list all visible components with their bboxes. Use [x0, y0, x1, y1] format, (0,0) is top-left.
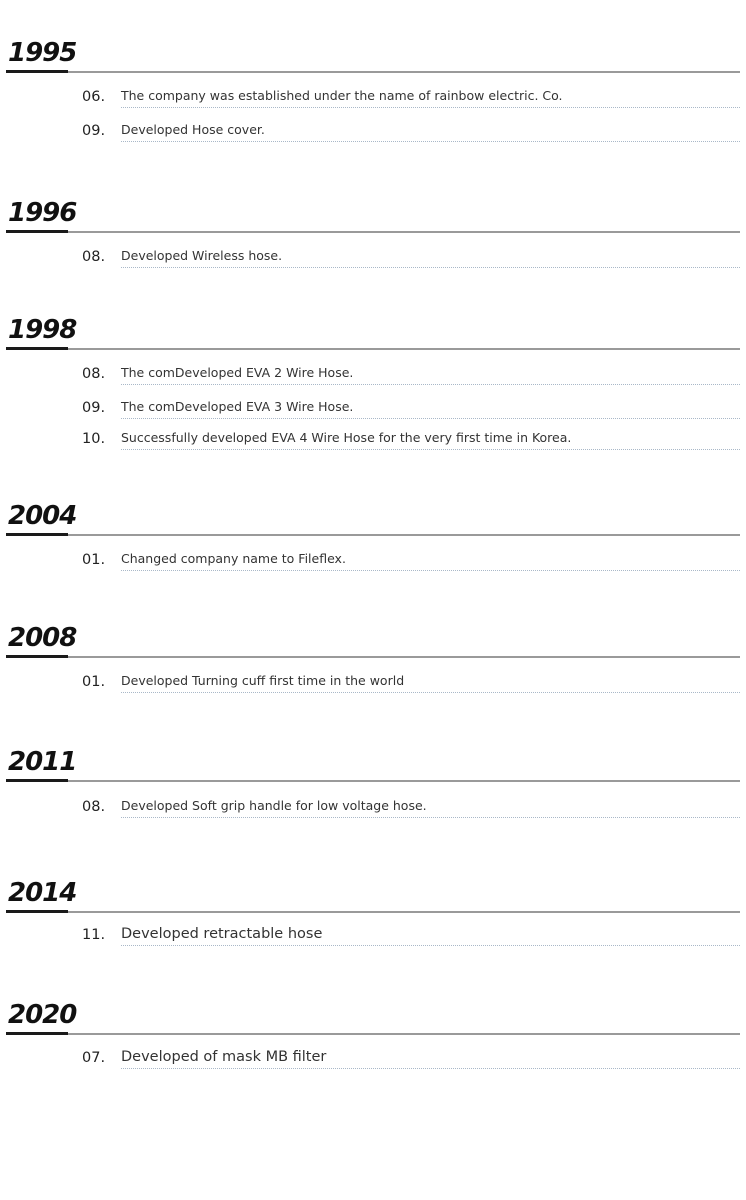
timeline-event	[82, 362, 740, 386]
year-heading: 1998	[8, 315, 77, 345]
year-heading: 2011	[8, 747, 77, 777]
year-heading: 2004	[8, 501, 77, 531]
event-description: The comDeveloped EVA 3 Wire Hose.	[121, 396, 740, 419]
timeline-event	[82, 427, 740, 451]
year-heading: 2008	[8, 623, 77, 653]
year-heading: 2020	[8, 1000, 77, 1030]
year-divider	[6, 71, 740, 73]
event-description: Developed retractable hose	[121, 923, 740, 946]
year-divider	[6, 231, 740, 233]
event-month: 06.	[82, 89, 106, 105]
event-description: The comDeveloped EVA 2 Wire Hose.	[121, 362, 740, 385]
year-divider	[6, 348, 740, 350]
event-month: 09.	[82, 123, 106, 139]
year-divider	[6, 911, 740, 913]
event-description: Developed Hose cover.	[121, 119, 740, 142]
event-month: 11.	[82, 927, 106, 943]
timeline-event	[82, 795, 740, 819]
year-divider	[6, 1033, 740, 1035]
timeline-event	[82, 245, 740, 269]
event-month: 09.	[82, 400, 106, 416]
event-month: 10.	[82, 431, 106, 447]
event-description: Developed Wireless hose.	[121, 245, 740, 268]
year-divider	[6, 780, 740, 782]
year-heading: 1995	[8, 38, 77, 68]
timeline-event	[82, 670, 740, 694]
event-month: 08.	[82, 799, 106, 815]
event-description: The company was established under the name of rainbow electric. Co.	[121, 85, 740, 108]
event-description: Developed Turning cuff first time in the world	[121, 670, 740, 693]
timeline-event	[82, 396, 740, 420]
year-heading: 2014	[8, 878, 77, 908]
event-month: 08.	[82, 366, 106, 382]
event-description: Developed of mask MB filter	[121, 1046, 740, 1069]
timeline-event	[82, 923, 740, 947]
timeline-event	[82, 548, 740, 572]
year-heading: 1996	[8, 198, 77, 228]
timeline-event	[82, 119, 740, 143]
event-month: 07.	[82, 1050, 106, 1066]
year-divider	[6, 534, 740, 536]
event-month: 08.	[82, 249, 106, 265]
timeline-event	[82, 1046, 740, 1070]
event-description: Developed Soft grip handle for low voltage hose.	[121, 795, 740, 818]
event-month: 01.	[82, 552, 106, 568]
year-divider	[6, 656, 740, 658]
timeline-event	[82, 85, 740, 109]
event-description: Changed company name to Fileflex.	[121, 548, 740, 571]
event-month: 01.	[82, 674, 106, 690]
event-description: Successfully developed EVA 4 Wire Hose for the very first time in Korea.	[121, 427, 740, 450]
